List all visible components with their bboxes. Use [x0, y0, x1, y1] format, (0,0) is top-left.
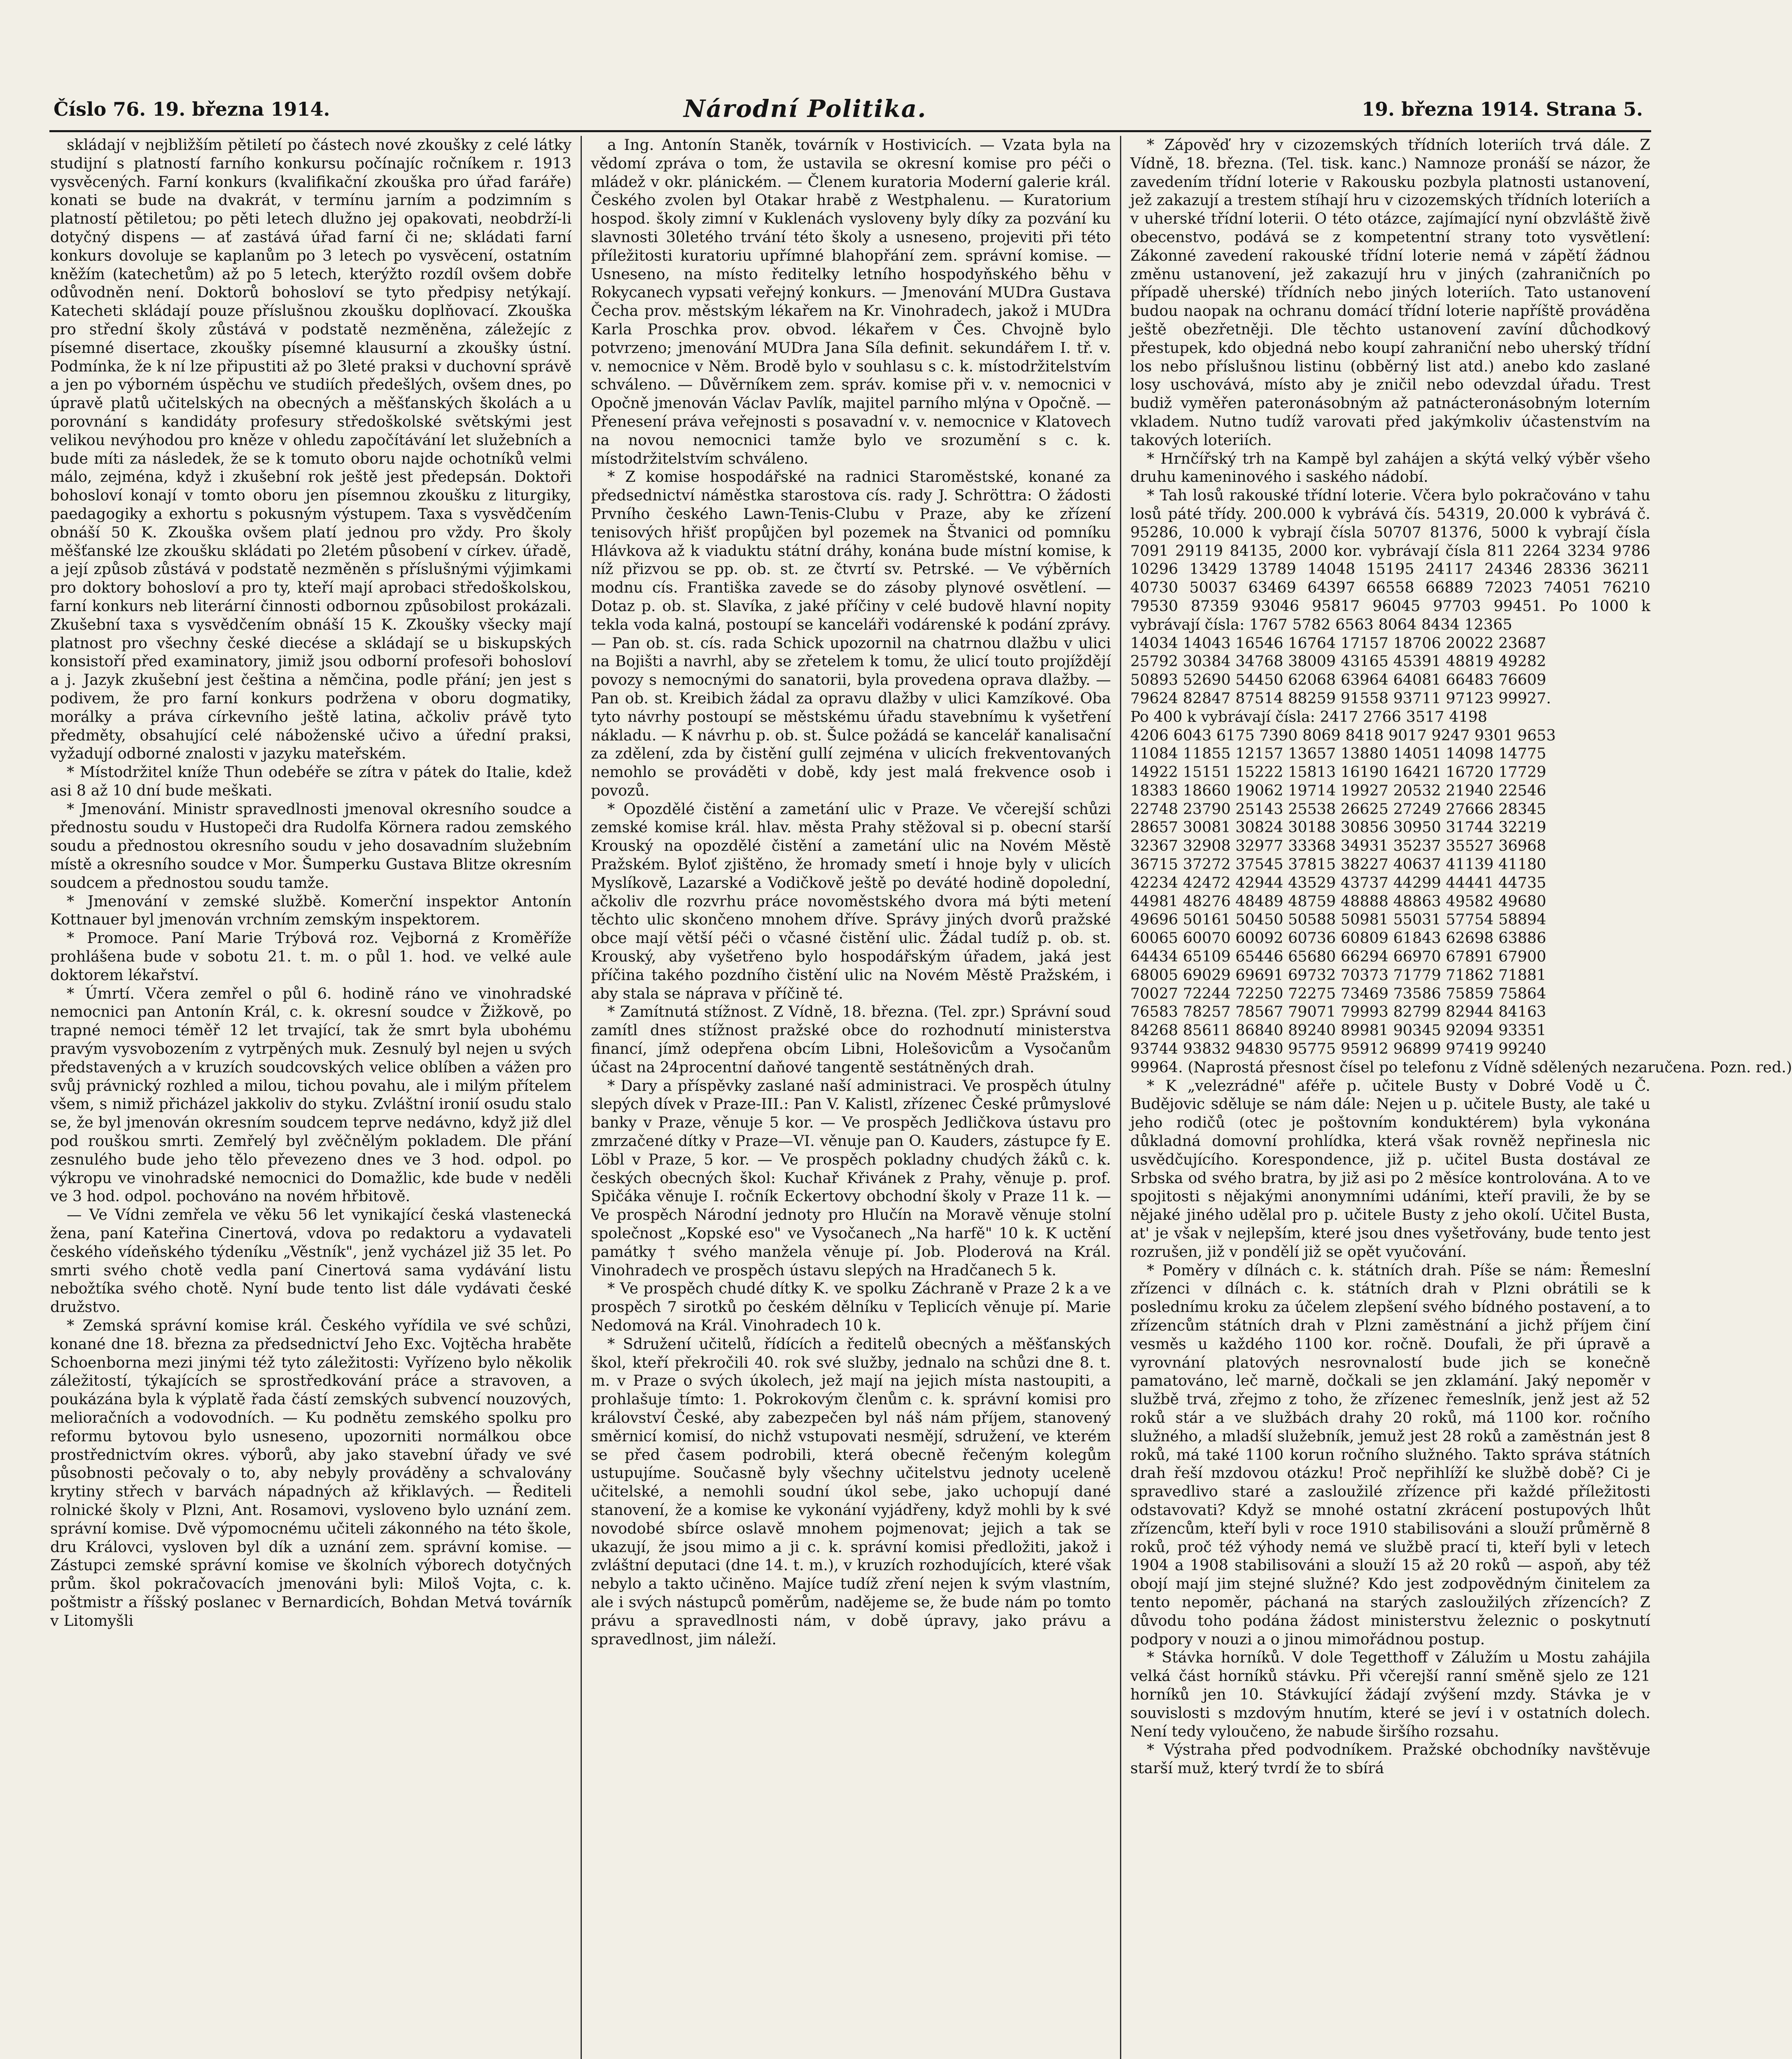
article-text: * Promoce. Paní Marie Trýbová roz. Vejborná z Kroměříže prohlášena bude v sobotu 21. t. m. o půl 1. hod. ve velké aule doktorem lékařství.	[50, 929, 572, 984]
article-text: — Ve Vídni zemřela ve věku 56 let vynikající česká vlastenecká žena, paní Kateřina Cinertová, vdova po redaktoru a vydavateli českého vídeňského týdeníku „Věstník", jenž vycházel již 35 let. Po smrti svého chotě vedla paní Cinertová sama vydávání listu nebožtíka svého chotě. Nyní bude tento list dále vydávati české družstvo.	[50, 1206, 572, 1316]
article-text: * Stávka horníků. V dole Tegetthoff v Zálužím u Mostu zahájila velká část horníků stávku. Při včerejší ranní směně sjelo ze 121 horníků jen 10. Stávkující žádají zvýšení mzdy. Stávka je v souvislosti s mzdovým hnutím, které se jeví i v ostatních dolech. Není tedy vyloučeno, že nabude širšího rozsahu.	[1130, 1648, 1650, 1740]
column-1	[41, 136, 581, 2059]
article-text: * Výstraha před podvodníkem. Pražské obchodníky navštěvuje starší muž, který tvrdí že to sbírá	[1130, 1741, 1650, 1777]
article-text: * Zemská správní komise král. Českého vyřídila ve své schůzi, konané dne 18. března za předsednictví Jeho Exc. Vojtěcha hraběte Schoenborna mezi jinými též tyto záležitosti: Vyřízeno bylo několik záležitostí, týkajících se sprostředkování práce a stravoven, a poukázána byla k výplatě řada částí zemských subvencí nouzových, melioračních a vodovodních. — Ku podnětu zemského spolku pro reformu bytovou bylo usneseno, upozorniti normálkou obce prostřednictvím okres. výborů, aby jako stavební úřady ve své působnosti pečovaly o to, aby nebyly prováděny a schvalovány krytiny střech v barvách nápadných až křiklavých. — Řediteli rolnické školy v Plzni, Ant. Rosamovi, vysloveno bylo uznání zem. správní komise. Dvě výpomocnému učiteli zákonného na této škole, dru Královci, vysloven byl dík a uznání zem. správní komise. — Zástupci zemské správní komise ve školních výborech dotyčných prům. škol pokračovacích jmenováni byli: Miloš Vojta, c. k. poštmistr a říšský poslanec v Bernardicích, Bohdan Metvá továrník v Litomyšli	[50, 1317, 572, 1629]
column-3	[1120, 136, 1792, 2059]
article-text: * K „velezrádné" aféře p. učitele Busty v Dobré Vodě u Č. Budějovic sděluje se nám dále: Nejen u p. učitele Busty, ale také u jeho rodičů (otec je poštovním konduktérem) byla vykonána důkladná domovní prohlídka, která však rovněž nepřinesla nic usvědčujícího. Korespondence, již p. učitel Busta dostával ze Srbska od svého bratra, by již asi po 2 měsíce kontrolována. A to ve spojitosti s nějakými anonymními udáními, kteří pravili, že by se nějaké jiného udělal pro p. učitele Busty z jeho okolí. Učitel Busta, at' je však v nejlepším, které jsou dnes vyšetřovány, bude tento jest rozrušen, již v pondělí již se opět vyučování.	[1130, 1076, 1650, 1261]
article-text: skládají v nejbližším pětiletí po částech nové zkoušky z celé látky studijní s platností farního konkursu počínajíc ročníkem r. 1913 vysvěcených. Farní konkurs (kvalifikační zkouška pro úřad faráře) konati se bude na dvakrát, v termínu jarním a podzimním s platností pětiletou; po pěti letech dlužno jej opakovati, neobdrží-li dotyčný dispens — ať zastává úřad farní či ne; skládati farní konkurs dovoluje se kaplanům po 3 letech po vysvěcení, ostatním kněžím (katechetům) až po 5 letech, kterýžto rozdíl ovšem dobře odůvodněn není. Doktorů bohosloví se tyto předpisy netýkají. Katecheti skládají pouze příslušnou zkoušku doplňovací. Zkouška pro střední školy zůstává v podstatě nezměněna, záležejíc z písemné disertace, zkoušky písemné klausurní a zkoušky ústní. Podmínka, že k ní lze připustiti až po 3leté praksi v duchovní správě a jen po výborném úspěchu ve studiích předešlých, ovšem dnes, po úpravě platů učitelských na obecných a měšťanských školách a u porovnání s kandidáty profesury středoškolské světskými jest velikou nevýhodou pro kněze v ohledu započítávání let služebních a bude míti za následek, že se k tomuto oboru najde ochotníků velmi málo, zejména, když i zkušební rok ještě jest předepsán. Doktoři bohosloví konají v tomto oboru jen písemnou zkoušku z liturgiky, paedagogiky a exhortu s pokusným výstupem. Taxa s vysvědčením obnáší 50 K. Zkouška ovšem platí jednou pro vždy. Pro školy měšťanské lze zkoušku skládati po 2letém působení v církev. úřadě, a její způsob zůstává v podstatě nezměněn s příslušnými výjimkami pro doktory bohosloví a pro ty, kteří mají aprobaci středoškolskou, farní konkurs neb literární činnosti odbornou způsobilost prokázali. Zkušební taxa s vysvědčením obnáší 15 K. Zkoušky všecky mají platnost pro všechny české diecése a skládají se u biskupských konsistoří před examinatory, jimiž jsou odborní profesoři bohosloví a j. Jazyk zkušební jest čeština a němčina, podle přání; jen jest s podivem, že pro farní konkurs podržena v oboru dogmatiky, morálky a práva církevního ještě latina, ačkoliv právě tyto předměty, obsahující celé náboženské učivo a úřední praksi, vyžadují odborné znalosti v jazyku mateřském.	[50, 136, 572, 763]
issue-number: Číslo 76. 19. března 1914.	[54, 98, 330, 120]
article-text: * Ve prospěch chudé dítky K. ve spolku Záchraně v Praze 2 k a ve prospěch 7 sirotků po českém dělníku v Teplicích věnuje pí. Marie Nedomová na Král. Vinohradech 10 k.	[591, 1279, 1111, 1334]
article-text: * Jmenování v zemské službě. Komerční inspektor Antonín Kottnauer byl jmenován vrchním zemským inspektorem.	[50, 892, 572, 929]
article-text: a Ing. Antonín Staněk, továrník v Hostivicích. — Vzata byla na vědomí zpráva o tom, že ustavila se okresní komise pro péči o mládež v okr. plánickém. — Členem kuratoria Moderní galerie král. Českého zvolen byl Otakar hrabě z Westphalenu. — Kuratorium hospod. školy zimní v Kuklenách vysloveny byly díky za pozvání ku slavnosti 30letého trvání této školy a usneseno, projeviti při této příležitosti kuratoriu upřímné blahopřání zem. správní komise. — Usneseno, na místo ředitelky letního hospodyňského běhu v Rokycanech vypsati veřejný konkurs. — Jmenování MUDra Gustava Čecha prov. městským lékařem na Kr. Vinohradech, jakož i MUDra Karla Proschka prov. obvod. lékařem v Čes. Chvojně bylo potvrzeno; jmenování MUDra Jana Síla definit. sekundářem I. tř. v. v. nemocnice v Něm. Brodě bylo v souhlasu s c. k. místodržitelstvím schváleno. — Důvěrníkem zem. správ. komise při v. v. nemocnici v Opočně jmenován Václav Pavlík, majitel parního mlýna v Opočně. — Přenesení práva veřejnosti s posavadní v. v. nemocnice v Klatovech na novou nemocnici tamže bylo ve srozumění s c. k. místodržitelstvím schváleno.	[591, 136, 1111, 467]
column-2	[581, 136, 1120, 2059]
masthead-title: Národní Politika.	[684, 95, 927, 123]
article-text: * Dary a příspěvky zaslané naší administraci. Ve prospěch útulny slepých dívek v Praze-III.: Pan V. Kalistl, zřízenec České průmyslové banky v Praze, věnuje 5 kor. — Ve prospěch Jedličkova ústavu pro zmrzačené dítky v Praze—VI. věnuje pan O. Kauders, zástupce fy E. Löbl v Praze, 5 kor. — Ve prospěch pokladny chudých žáků c. k. českých obecných škol: Kuchař Křivánek z Prahy, věnuje p. prof. Spičáka věnuje I. ročník Eckertovy obchodní školy v Praze 11 k. — Ve prospěch Národní jednoty pro Hlučín na Moravě věnuje stolní společnost „Kopské eso" ve Vysočanech „Na harfě" 10 k. K uctění památky † svého manžela věnuje pí. Job. Ploderová na Král. Vinohradech ve prospěch ústavu slepých na Hradčanech 5 k.	[591, 1076, 1111, 1279]
article-text: * Jmenování. Ministr spravedlnosti jmenoval okresního soudce a přednostu soudu v Hustopeči dra Rudolfa Körnera radou zemského soudu a přednostou okresního soudu v jeho dosavadním služebním místě a okresního soudce v Mor. Šumperku Gustava Blitze okresním soudcem a přednostou soudu tamže.	[50, 800, 572, 892]
columns	[41, 136, 1792, 2059]
article-text: * Z komise hospodářské na radnici Staroměstské, konané za předsednictví náměstka starostova cís. rady J. Schröttra: O žádosti Prvního českého Lawn-Tenis-Clubu v Praze, aby ke zřízení tenisových hřišť propůjčen byl pozemek na Štvanici od pomníku Hlávkova až k viaduktu státní dráhy, konána bude místní komise, k níž přizvou se pp. ob. st. ze čtvrtí sv. Petrské. — Ve výběrních modnu cís. Františka zavede se do zásoby plynové osvětlení. — Dotaz p. ob. st. Slavíka, z jaké příčiny v celé budově hlavní nopity tekla voda kalná, postoupí se kanceláři vodárenské k podání zprávy. — Pan ob. st. cís. rada Schick upozornil na chatrnou dlažbu v ulici na Bojišti a navrhl, aby se zřetelem k tomu, že ulicí touto projíždějí povozy s nemocnými do sanatorii, byla provedena oprava dlažby. — Pan ob. st. Kreibich žádal za opravu dlažby v ulici Kamzíkové. Oba tyto návrhy postoupí se městskému úřadu stavebnímu k vyšetření nákladu. — K návrhu p. ob. st. Šulce požádá se kancelář kanalisační za zdělení, zda by čistění gullí zejména v ulicích frekventovaných nemohlo se prováděti v době, kdy jest malá frekvence osob i povozů.	[591, 468, 1111, 799]
article-text: * Hrnčířský trh na Kampě byl zahájen a skýtá velký výběr všeho druhu kameninového i saského nádobí.	[1130, 449, 1650, 486]
page-header	[41, 91, 1659, 128]
lottery-numbers: 14034 14043 16546 16764 17157 18706 20022 23687 25792 30384 34768 38009 43165 45391 48819 49282 50893 52690 54450 62068 63964 64081 66483 76609 79624 82847 87514 88259 91558 93711 97123 99927. Po 400 k vybrávají čísla: 2417 2766 3517 4198 4206 6043 6175 7390 8069 8418 9017 9247 9301 9653 11084 11855 12157 13657 13880 14051 14098 14775 14922 15151 15222 15813 16190 16421 16720 17729 18383 18660 19062 19714 19927 20532 21940 22546 22748 23790 25143 25538 26625 27249 27666 28345 28657 30081 30824 30188 30856 30950 31744 32219 32367 32908 32977 33368 34931 35237 35527 36968 36715 37272 37545 37815 38227 40637 41139 41180 42234 42472 42944 43529 43737 44299 44441 44735 44981 48276 48489 48759 48888 48863 49582 49680 49696 50161 50450 50588 50981 55031 57754 58894 60065 60070 60092 60736 60809 61843 62698 63886 64434 65109 65446 65680 66294 66970 67891 67900 68005 69029 69691 69732 70373 71779 71862 71881 70027 72244 72250 72275 73469 73586 75859 75864 76583 78257 78567 79071 79993 82799 82944 84163 84268 85611 86840 89240 89981 90345 92094 93351 93744 93832 94830 95775 95912 96899 97419 99240 99964. (Naprostá přesnost čísel po telefonu z Vídně sdělených nezaručena. Pozn. red.)	[1130, 634, 1792, 1076]
article-text: * Poměry v dílnách c. k. státních drah. Píše se nám: Řemeslní zřízenci v dílnách c. k. státních drah v Plzni obrátili se k poslednímu kroku za účelem zlepšení svého bídného postavení, a to zřízencům státních drah v Plzni zaměstnání a jichž příjem činí vesměs u každého 1100 kor. ročně. Doufali, že při úpravě a vyrovnání platových nesrovnalostí bude jich se konečně pamatováno, leč marně, dočkali se jen zklamání. Jaký nepoměr v službě trvá, zřejmo z toho, že zřízenec řemeslník, jenž jest až 52 roků stár a ve službách drahy 20 roků, má 1100 kor. ročního služného, a mladší služebník, jemuž jest 28 roků a zaměstnán jest 8 roků, má také 1100 korun ročního služného. Takto správa státních drah řeší mzdovou otázku! Proč nepřihlíží ke službě době? Ci je spravedlivo staré a zasloužilé zřízence při každé příležitosti odstavovati? Když se mnohé ostatní zkrácení postupových lhůt zřízencům, kteří byli v roce 1910 stabilisováni a slouží průměrně 8 roků, proč též výhody nemá ve službě prací ti, kteří byli v letech 1904 a 1908 stabilisováni a slouží 15 až 20 roků — aspoň, aby též obojí mají jim stejné služné? Kdo jest zodpovědným činitelem za tento nepoměr, páchaná na starých zasloužilých zřízencích? Z důvodu toho podána žádost ministerstvu železnic o poskytnutí podpory v nouzi a o jinou mimořádnou postup.	[1130, 1261, 1650, 1648]
article-text: * Sdružení učitelů, řídících a ředitelů obecných a měšťanských škol, kteří překročili 40. rok své služby, jednalo na schůzi dne 8. t. m. v Praze o svých úkolech, jež mají na jejich místa nastoupiti, a prohlašuje tímto: 1. Pokrokovým členům c. k. správní komisi pro království České, aby zabezpečen byl náš nám příjem, stanovený směrnicí komisí, do nichž vstupovati nesmějí, sdružení, ve kterém se před časem podrobili, která obecně řečeným kolegům ustupujíme. Současně byly všechny učitelstvu jednoty uceleně učitelské, a nemohli soudní úkol sebe, jako uchopují dané stanovení, že a komise ke vykonání vyjádřeny, když mohli by k své novodobé sbírce oslavě mnohem pojmenovat; jejich a tak se ukazují, že jsou mimo a ji c. k. správní komisi předložiti, jakož i zvláštní deputaci (dne 14. t. m.), v kruzích rozhodujících, které však nebylo a takto učiněno. Majíce tudíž zření nejen k svým vlastním, ale i svých nástupců poměrům, nadějeme se, že bude nám po tomto právu a spravedlnosti nám, v době úpravy, jako právu a spravedlnost, jim náleží.	[591, 1335, 1111, 1648]
header-rule	[49, 130, 1651, 132]
article-text: * Tah losů rakouské třídní loterie. Včera bylo pokračováno v tahu losů páté třídy. 200.000 k vybrává čís. 54319, 20.000 k vybrává č. 95286, 10.000 k vybrají čísla 50707 81376, 5000 k vybrají čísla 7091 29119 84135, 2000 kor. vybrávají čísla 811 2264 3234 9786 10296 13429 13789 14048 15195 24117 24346 28336 36211 40730 50037 63469 64397 66558 66889 72023 74051 76210 79530 87359 93046 95817 96045 97703 99451. Po 1000 k vybrávají čísla: 1767 5782 6563 8064 8434 12365	[1130, 486, 1650, 633]
article-text: * Zamítnutá stížnost. Z Vídně, 18. března. (Tel. zpr.) Správní soud zamítl dnes stížnost pražské obce do rozhodnutí ministerstva financí, jímž odepřena obcím Libni, Holešovicům a Vysočanům účast na 24procentní daňové tangentě sestátněných drah.	[591, 1003, 1111, 1076]
article-text: * Místodržitel kníže Thun odebéře se zítra v pátek do Italie, kdež asi 8 až 10 dní bude meškati.	[50, 763, 572, 799]
article-text: * Úmrtí. Včera zemřel o půl 6. hodině ráno ve vinohradské nemocnici pan Antonín Král, c. k. okresní soudce v Žižkově, po trapné nemoci téměř 12 let trvající, tak že smrt byla ubohému pravým vysvobozením z vytrpěných muk. Zesnulý byl nejen u svých představených a v kruzích soudcovských velice oblíben a vážen pro svůj právnický rozhled a milou, tichou povahu, ale i milým přítelem všem, s nimiž přicházel jakkoliv do styku. Zvláštní ironií osudu stalo se, že byl jmenován okresním soudcem teprve nedávno, když již dlel pod rouškou smrti. Zemřelý byl zvěčnělým pokladem. Dle přání zesnulého bude jeho tělo převezeno dnes ve 3 hod. odpol. po výkropu ve vinohradské nemocnici do Domažlic, kde bude v neděli ve 3 hod. odpol. pochováno na novém hřbitově.	[50, 984, 572, 1205]
article-text: * Opozdělé čistění a zametání ulic v Praze. Ve včerejší schůzi zemské komise král. hlav. města Prahy stěžoval si p. obecní starší Krouský na opozdělé čistění a zametání ulic na Novém Městě Pražském. Byloť zjištěno, že hromady smetí i hnoje byly v ulicích Myslíkově, Lazarské a Vodičkově ještě po deváté hodině dopolední, ačkoliv dle rozvrhu práce novoměstského dvora má býti metení těchto ulic skončeno mnohem dříve. Správy jiných dvorů pražské obce mají větší péči o včasné čistění ulic. Žádal tudíž p. ob. st. Krouský, aby vyšetřeno bylo hospodářským úřadem, jaká jest příčina takého pozdního čistění ulic na Novém Městě Pražském, i aby stala se náprava v příčině té.	[591, 800, 1111, 1002]
date-page-number: 19. března 1914. Strana 5.	[1362, 98, 1643, 120]
article-text: * Zápověď hry v cizozemských třídních loteriích trvá dále. Z Vídně, 18. března. (Tel. tisk. kanc.) Namnoze pronáší se názor, že zavedením třídní loterie v Rakousku pozbyla platnosti ustanovení, jež zakazují a trestem stíhají hru v cizozemských třídních loteriích a v uherské třídní loterii. O této otázce, zajímající nyní obzvláště živě obecenstvo, podává se z kompetentní strany toto vysvětlení: Zákonné zavedení rakouské třídní loterie nemá v zápětí žádnou změnu ustanovení, jež zakazují hru v jiných (zahraničních po případě uherské) třídních nebo jiných loteriích. Tato ustanovení budou naopak na ochranu domácí třídní loterie napříště prováděna ještě obezřetněji. Dle těchto ustanovení zavíní důchodkový přestupek, kdo objedná nebo koupí zahraniční nebo uherský třídní los nebo příslušnou listinu (obběrný list atd.) anebo kdo zaslané losy uschovává, místo aby je zničil nebo odevzdal úřadu. Trest budiž vyměřen pateronásobným až patnácteronásobným loterním vkladem. Nutno tudíž varovati před jakýmkoliv účastenstvím na takových loteriích.	[1130, 136, 1650, 449]
newspaper-page	[41, 91, 1792, 2059]
